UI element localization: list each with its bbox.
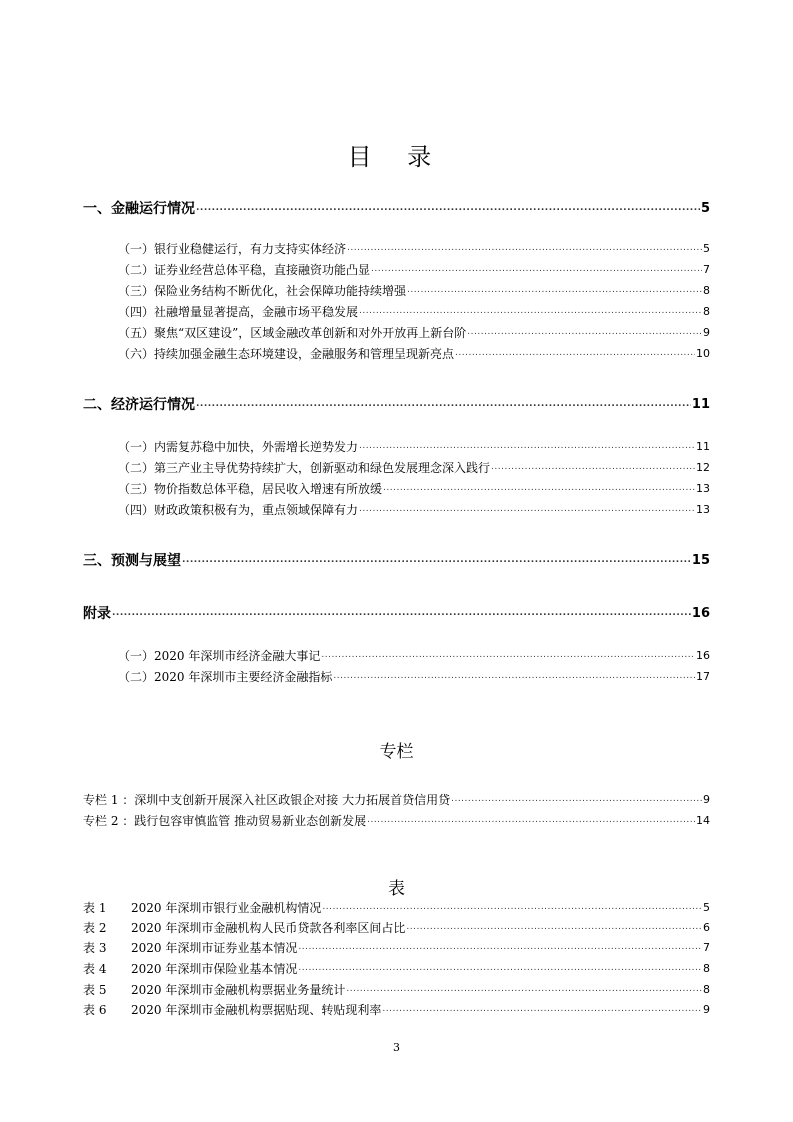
toc-page-number: 7 <box>703 263 710 276</box>
table-number: 表 4 <box>83 962 107 976</box>
toc-section-label: 三、预测与展望 <box>83 553 181 569</box>
tables-heading: 表 <box>388 879 405 899</box>
toc-page-number: 8 <box>703 962 710 975</box>
toc-page-number: 16 <box>691 606 710 621</box>
table-entry-label: 2020 年深圳市银行业金融机构情况 <box>131 901 322 915</box>
dot-leader <box>407 283 702 299</box>
toc-entry[interactable] <box>118 648 710 664</box>
toc-page-number: 11 <box>696 440 710 453</box>
toc-page-number: 5 <box>703 242 710 255</box>
table-entry[interactable] <box>83 900 710 916</box>
dot-leader <box>455 346 695 362</box>
toc-page-number: 8 <box>703 284 710 297</box>
dot-leader <box>406 920 702 936</box>
dot-leader <box>298 961 702 977</box>
dot-leader <box>467 325 702 341</box>
dot-leader <box>322 900 702 916</box>
toc-page-number: 13 <box>696 482 710 495</box>
table-entry-label: 2020 年深圳市保险业基本情况 <box>131 962 298 976</box>
table-entry-label: 2020 年深圳市金融机构票据贴现、转贴现利率 <box>131 1003 382 1017</box>
page-number-footer: 3 <box>393 1041 400 1054</box>
toc-page-number: 12 <box>696 461 710 474</box>
toc-entry[interactable] <box>118 325 710 341</box>
toc-page-number: 5 <box>700 201 710 216</box>
toc-entry-label: （六）持续加强金融生态环境建设，金融服务和管理呈现新亮点 <box>118 347 455 361</box>
toc-section-2[interactable] <box>83 397 710 413</box>
dot-leader <box>382 1002 702 1018</box>
dot-leader <box>359 502 695 518</box>
toc-entry-label: （四）财政政策积极有为，重点领域保障有力 <box>118 503 359 517</box>
dot-leader <box>321 648 695 664</box>
toc-entry-label: （一）银行业稳健运行，有力支持实体经济 <box>118 242 347 256</box>
toc-entry-label: （一）2020 年深圳市经济金融大事记 <box>118 649 321 663</box>
table-entry[interactable] <box>83 961 710 977</box>
table-number: 表 3 <box>83 941 107 955</box>
dot-leader <box>298 940 702 956</box>
table-entry-label: 2020 年深圳市证券业基本情况 <box>131 941 298 955</box>
toc-page-number: 9 <box>703 793 710 806</box>
dot-leader <box>383 481 695 497</box>
toc-page-number: 7 <box>703 941 710 954</box>
table-entry[interactable] <box>83 982 710 998</box>
columns-heading: 专栏 <box>379 742 414 762</box>
toc-page-number: 8 <box>703 983 710 996</box>
toc-entry-label: （三）物价指数总体平稳，居民收入增速有所放缓 <box>118 482 383 496</box>
toc-entry[interactable] <box>118 439 710 455</box>
dot-leader <box>371 262 702 278</box>
dot-leader <box>491 460 695 476</box>
toc-page-number: 13 <box>696 503 710 516</box>
toc-section-1[interactable] <box>83 201 710 217</box>
table-entry[interactable] <box>83 1002 710 1018</box>
page-title: 目 录 <box>347 143 446 171</box>
toc-entry[interactable] <box>118 262 710 278</box>
column-entry-label: 专栏 2 ：践行包容审慎监管 推动贸易新业态创新发展 <box>83 814 367 828</box>
dot-leader <box>196 201 700 217</box>
table-number: 表 6 <box>83 1003 107 1017</box>
column-entry-label: 专栏 1 ：深圳中支创新开展深入社区政银企对接 大力拓展首贷信用贷 <box>83 793 451 807</box>
table-entry[interactable] <box>83 920 710 936</box>
table-number: 表 1 <box>83 901 107 915</box>
dot-leader <box>367 813 695 829</box>
toc-entry-label: （一）内需复苏稳中加快，外需增长逆势发力 <box>118 440 359 454</box>
toc-page-number: 6 <box>703 921 710 934</box>
toc-page-number: 15 <box>691 553 710 568</box>
toc-entry-label: （二）证券业经营总体平稳，直接融资功能凸显 <box>118 263 371 277</box>
toc-entry[interactable] <box>118 304 710 320</box>
dot-leader <box>196 397 691 413</box>
toc-page-number: 11 <box>691 397 710 412</box>
table-number: 表 2 <box>83 921 107 935</box>
toc-entry[interactable] <box>118 346 710 362</box>
toc-page-number: 9 <box>703 326 710 339</box>
dot-leader <box>347 241 702 257</box>
toc-entry[interactable] <box>118 460 710 476</box>
toc-entry-label: （三）保险业务结构不断优化，社会保障功能持续增强 <box>118 284 407 298</box>
table-entry[interactable] <box>83 940 710 956</box>
dot-leader <box>451 792 702 808</box>
toc-page-number: 17 <box>696 670 710 683</box>
toc-section-3[interactable] <box>83 553 710 569</box>
toc-page-number: 9 <box>703 1003 710 1016</box>
toc-section-appendix[interactable] <box>83 606 710 622</box>
toc-page-number: 16 <box>696 649 710 662</box>
toc-page-number: 10 <box>696 347 710 360</box>
toc-entry[interactable] <box>118 669 710 685</box>
dot-leader <box>182 553 691 569</box>
table-entry-label: 2020 年深圳市金融机构票据业务量统计 <box>131 983 346 997</box>
toc-section-label: 附录 <box>83 606 111 622</box>
toc-entry[interactable] <box>118 502 710 518</box>
toc-page-number: 14 <box>696 814 710 827</box>
column-entry[interactable] <box>83 792 710 808</box>
toc-entry-label: （二）第三产业主导优势持续扩大，创新驱动和绿色发展理念深入践行 <box>118 461 491 475</box>
dot-leader <box>359 439 695 455</box>
dot-leader <box>112 606 691 622</box>
toc-entry[interactable] <box>118 283 710 299</box>
table-number: 表 5 <box>83 983 107 997</box>
table-entry-label: 2020 年深圳市金融机构人民币贷款各利率区间占比 <box>131 921 406 935</box>
toc-entry[interactable] <box>118 481 710 497</box>
toc-entry[interactable] <box>118 241 710 257</box>
toc-page-number: 5 <box>703 901 710 914</box>
toc-section-label: 二、经济运行情况 <box>83 397 195 413</box>
dot-leader <box>346 982 702 998</box>
toc-page-number: 8 <box>703 305 710 318</box>
toc-section-label: 一、金融运行情况 <box>83 201 195 217</box>
toc-entry-label: （四）社融增量显著提高，金融市场平稳发展 <box>118 305 359 319</box>
toc-entry-label: （二）2020 年深圳市主要经济金融指标 <box>118 670 333 684</box>
column-entry[interactable] <box>83 813 710 829</box>
dot-leader <box>333 669 695 685</box>
toc-entry-label: （五）聚焦“双区建设”，区域金融改革创新和对外开放再上新台阶 <box>118 326 467 340</box>
dot-leader <box>359 304 702 320</box>
